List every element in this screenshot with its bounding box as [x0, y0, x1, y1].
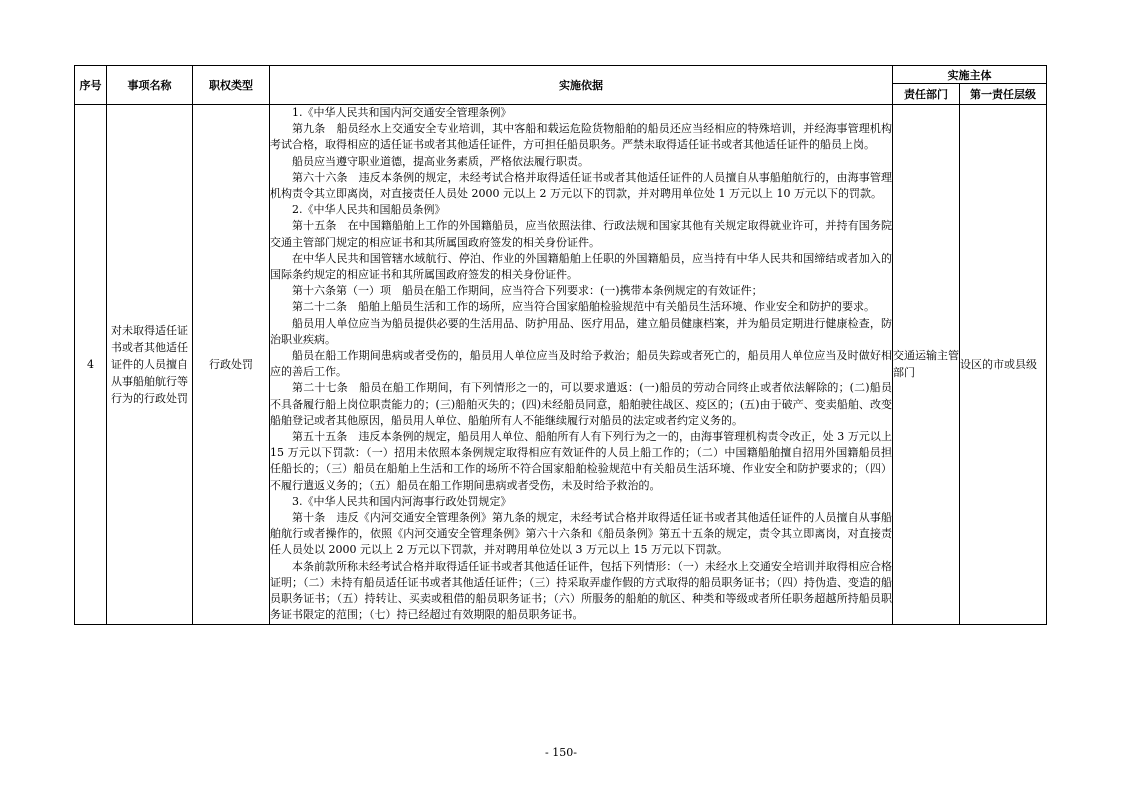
row-seq: 4	[75, 105, 107, 625]
basis-paragraph: 本条前款所称未经考试合格并取得适任证书或者其他适任证件，包括下列情形：（一）未经水上交通安全培训并取得相应合格证明；（二）未持有船员适任证书或者其他适任证件；（三）持采取弄虚作假的方式取得的船员职务证书；（四）持伪造、变造的船员职务证书；（五）持转让、买卖或租借的船员职务证书；（六）所服务的船舶的航区、种类和等级或者所任职务超越所持船员职务证书限定的范围；（七）持已经超过有效期限的船员职务证书。	[270, 559, 892, 622]
basis-paragraph: 船员应当遵守职业道德，提高业务素质，严格依法履行职责。	[292, 154, 589, 168]
table-row	[75, 105, 1047, 625]
row-dept: 交通运输主管部门	[893, 105, 960, 625]
basis-paragraph: 船员在船工作期间患病或者受伤的，船员用人单位应当及时给予救治；船员失踪或者死亡的，船员用人单位应当及时做好相应的善后工作。	[270, 349, 892, 379]
basis-paragraph: 2.《中华人民共和国船员条例》	[292, 203, 446, 217]
basis-paragraph: 3.《中华人民共和国内河海事行政处罚规定》	[292, 494, 512, 508]
basis-paragraph: 第十条 违反《内河交通安全管理条例》第九条的规定，未经考试合格并取得适任证书或者其他适任证件的人员擅自从事船舶航行或者操作的，依照《内河交通安全管理条例》第六十六条和《船员条例》第五十五条的规定，责令其立即离岗，对直接责任人员处以 2000 元以上 2 万元以下罚款，并对聘用单位处以 3 万元以上 15 万元以下罚款。	[270, 511, 892, 557]
basis-paragraph: 1.《中华人民共和国内河交通安全管理条例》	[292, 106, 512, 119]
enforcement-table	[74, 65, 1047, 625]
basis-paragraph: 第五十五条 违反本条例的规定，船员用人单位、船舶所有人有下列行为之一的，由海事管理机构责令改正，处 3 万元以上 15 万元以下罚款：（一）招用未依照本条例规定取得相应有效证件的人员上船工作的；（二）中国籍船舶擅自招用外国籍船员担任船长的；（三）船员在船舶上生活和工作的场所不符合国家船舶检验规范中有关船员生活环境、作业安全和防护要求的；（四）不履行遣返义务的；（五）船员在船工作期间患病或者受伤，未及时给予救治的。	[270, 430, 892, 492]
header-level: 第一责任层级	[960, 84, 1047, 105]
basis-paragraph: 船员用人单位应当为船员提供必要的生活用品、防护用品、医疗用品，建立船员健康档案，并为船员定期进行健康检查，防治职业疾病。	[270, 316, 892, 346]
header-basis: 实施依据	[270, 66, 893, 105]
row-power-type: 行政处罚	[193, 105, 270, 625]
row-item-name: 对未取得适任证书或者其他适任证件的人员擅自从事船舶航行等行为的行政处罚	[107, 105, 193, 625]
header-dept: 责任部门	[893, 84, 960, 105]
basis-paragraph: 第十五条 在中国籍船舶上工作的外国籍船员，应当依照法律、行政法规和国家其他有关规定取得就业许可，并持有国务院交通主管部门规定的相应证书和其所属国政府签发的相关身份证件。	[270, 219, 892, 249]
basis-paragraph: 第二十七条 船员在船工作期间，有下列情形之一的，可以要求遣返：(一)船员的劳动合同终止或者依法解除的；(二)船员不具备履行船上岗位职责能力的；(三)船舶灭失的；(四)未经船员同意，船舶驶往战区、疫区的；(五)由于破产、变卖船舶、改变船舶登记或者其他原因，船员用人单位、船舶所有人不能继续履行对船员的法定或者约定义务的。	[270, 381, 892, 427]
row-basis	[270, 105, 893, 625]
basis-paragraph: 第九条 船员经水上交通安全专业培训，其中客船和载运危险货物船舶的船员还应当经相应的特殊培训，并经海事管理机构考试合格，取得相应的适任证书或者其他适任证件，方可担任船员职务。严禁未取得适任证书或者其他适任证件的船员上岗。	[270, 122, 892, 152]
basis-paragraph: 第二十二条 船舶上船员生活和工作的场所，应当符合国家船舶检验规范中有关船员生活环境、作业安全和防护的要求。	[292, 300, 875, 314]
header-seq: 序号	[75, 66, 107, 105]
header-power-type: 职权类型	[193, 66, 270, 105]
header-item-name: 事项名称	[107, 66, 193, 105]
page-number: - 150-	[545, 746, 577, 759]
basis-paragraph: 在中华人民共和国管辖水域航行、停泊、作业的外国籍船舶上任职的外国籍船员，应当持有中华人民共和国缔结或者加入的国际条约规定的相应证书和其所属国政府签发的相关身份证件。	[270, 251, 892, 282]
header-subject: 实施主体	[893, 66, 1047, 84]
row-level: 设区的市或县级	[960, 105, 1047, 625]
basis-paragraph: 第六十六条 违反本条例的规定，未经考试合格并取得适任证书或者其他适任证件的人员擅自从事船舶航行的，由海事管理机构责令其立即离岗，对直接责任人员处 2000 元以上 2 万元以下的罚款，并对聘用单位处 1 万元以上 10 万元以下的罚款。	[270, 170, 892, 201]
basis-paragraph: 第十六条第（一）项 船员在船工作期间，应当符合下列要求：(一)携带本条例规定的有效证件；	[292, 284, 763, 298]
